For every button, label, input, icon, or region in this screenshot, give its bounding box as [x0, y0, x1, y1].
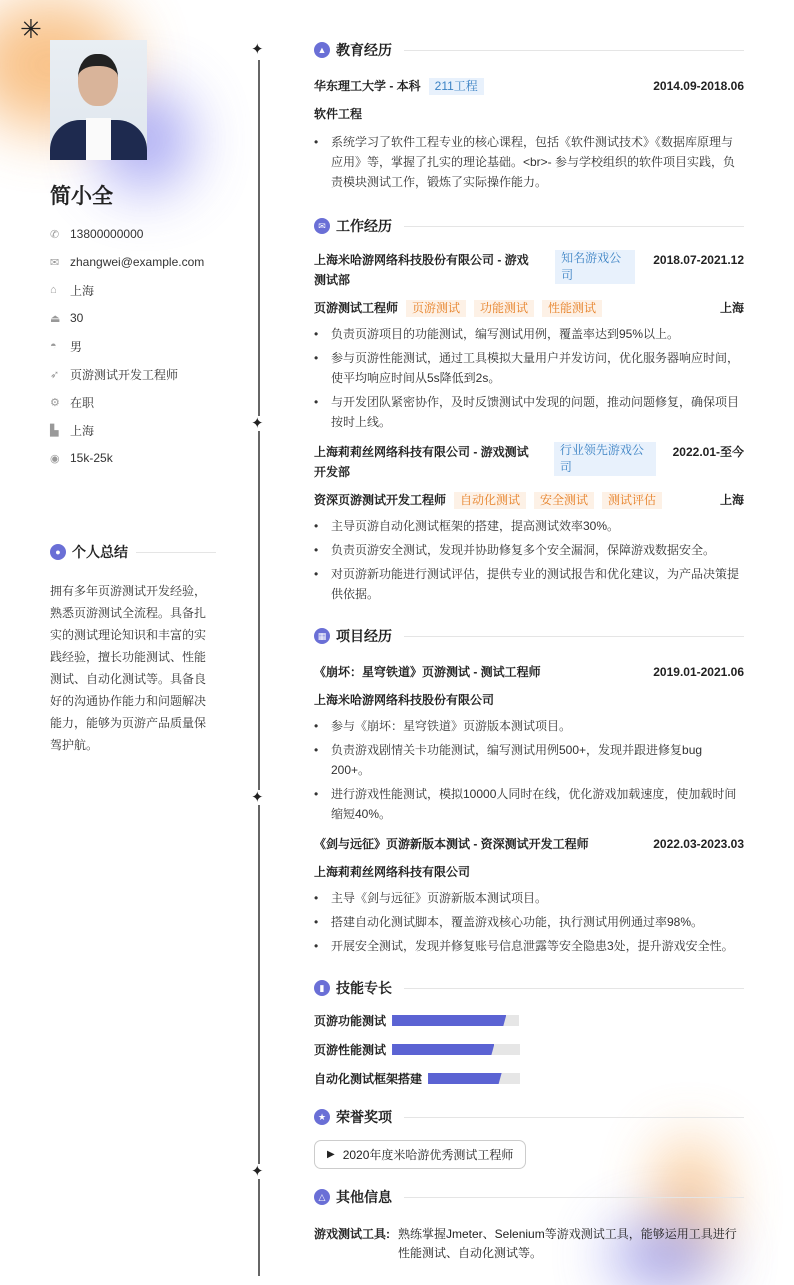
other-label: 游戏测试工具: — [314, 1227, 390, 1241]
main-content — [314, 40, 744, 1263]
education-header — [314, 40, 744, 60]
skill-tag: 功能测试 — [474, 300, 534, 317]
section-title: 荣誉奖项 — [336, 1109, 392, 1125]
section-title: 教育经历 — [336, 42, 392, 58]
company-tag: 知名游戏公司 — [555, 250, 635, 284]
contact-info — [50, 220, 204, 472]
school-name: 华东理工大学 - 本科 — [314, 79, 421, 93]
info-home — [50, 276, 204, 304]
info-text: 13800000000 — [70, 227, 144, 241]
date: 2018.07-2021.12 — [653, 253, 744, 267]
home-icon: ⌂ — [50, 284, 57, 296]
skill-item — [314, 1012, 535, 1029]
bullet: • 对页游新功能进行测试评估，提供专业的测试报告和优化建议，为产品决策提供依据。 — [314, 564, 744, 604]
skills-list — [314, 1012, 744, 1087]
section-title: 项目经历 — [336, 628, 392, 644]
summary-text: 拥有多年页游测试开发经验，熟悉页游测试全流程。具备扎实的测试理论知识和丰富的实践经验，擅长功能测试、性能测试、自动化测试等。具备良好的沟通协作能力和问题解决能力，能够为页游产品质量保驾护航。 — [50, 584, 207, 752]
compass-icon: △ — [314, 1189, 330, 1205]
info-text: 15k-25k — [70, 451, 113, 465]
bullet: • 主导页游自动化测试框架的搭建，提高测试效率30%。 — [314, 516, 744, 536]
section-title: 技能专长 — [336, 980, 392, 996]
award-text: 2020年度米哈游优秀测试工程师 — [342, 1148, 514, 1162]
project-company: 上海莉莉丝网络科技有限公司 — [314, 865, 471, 879]
info-phone — [50, 220, 204, 248]
mail-icon: ✉ — [314, 218, 330, 234]
skill-bar — [392, 1044, 520, 1055]
company: 上海莉莉丝网络科技有限公司 - 游戏测试开发部 — [314, 445, 529, 479]
bullet: • 参与页游性能测试，通过工具模拟大量用户并发访问，优化服务器响应时间，使平均响应时间从5s降低到2s。 — [314, 348, 744, 388]
section-title: 工作经历 — [336, 218, 392, 234]
timeline-line — [258, 60, 260, 1276]
avatar — [50, 40, 147, 160]
skill-name: 自动化测试框架搭建 — [314, 1072, 423, 1086]
skill-bar — [428, 1073, 520, 1084]
date: 2014.09-2018.06 — [653, 79, 744, 93]
other-info-row — [314, 1225, 744, 1263]
award-item[interactable] — [314, 1140, 526, 1169]
info-city — [50, 416, 204, 444]
skill-tag: 性能测试 — [542, 300, 602, 317]
project-company: 上海米哈游网络科技股份有限公司 — [314, 693, 495, 707]
info-email — [50, 248, 204, 276]
status-icon: ⚙ — [50, 396, 60, 409]
play-icon: ▶ — [327, 1149, 335, 1160]
info-status — [50, 388, 204, 416]
skill-tag: 安全测试 — [534, 492, 594, 509]
work-header — [314, 216, 744, 236]
city: 上海 — [719, 493, 744, 507]
company: 上海米哈游网络科技股份有限公司 - 游戏测试部 — [314, 253, 529, 287]
salary-icon: ◉ — [50, 452, 60, 465]
info-text: 30 — [70, 311, 84, 325]
bullet: • 负责页游安全测试，发现并协助修复多个安全漏洞，保障游戏数据安全。 — [314, 540, 744, 560]
asterisk-icon: ✳ — [20, 14, 42, 44]
grid-icon: ▦ — [314, 628, 330, 644]
bullet: • 负责游戏剧情关卡功能测试，编写测试用例500+，发现并跟进修复bug 200+。 — [314, 740, 744, 780]
info-text: 在职 — [70, 395, 95, 410]
summary-section — [50, 542, 216, 756]
sparkle-icon: ✦ — [251, 415, 264, 432]
skill-name: 页游功能测试 — [314, 1014, 387, 1028]
awards-header — [314, 1107, 744, 1127]
skill-item — [314, 1070, 535, 1087]
cake-icon: ⏏ — [50, 312, 61, 325]
project-name: 《剑与远征》页游新版本测试 - 资深测试开发工程师 — [314, 837, 589, 851]
mail-icon: ✉ — [50, 256, 60, 269]
projects-header — [314, 626, 744, 646]
other-text: 熟练掌握Jmeter、Selenium等游戏测试工具，能够运用工具进行性能测试、自动化测试等。 — [398, 1227, 737, 1260]
bar-chart-icon: ▮ — [314, 980, 330, 996]
sparkle-icon: ✦ — [251, 41, 264, 58]
info-text: 页游测试开发工程师 — [70, 367, 179, 382]
info-age — [50, 304, 204, 332]
bullet: • 与开发团队紧密协作，及时反馈测试中发现的问题，推动问题修复，确保项目按时上线。 — [314, 392, 744, 432]
info-text: 上海 — [70, 423, 95, 438]
bullet: • 搭建自动化测试脚本，覆盖游戏核心功能，执行测试用例通过率98%。 — [314, 912, 744, 932]
bullet: • 系统学习了软件工程专业的核心课程，包括《软件测试技术》《数据库原理与应用》等，掌握了扎实的理论基础。<br>- 参与学校组织的软件项目实践，负责模块测试工作，锻炼了实际操作能力。 — [314, 132, 744, 192]
skill-bar-fill — [428, 1073, 502, 1084]
bullet: • 参与《崩坏：星穹铁道》页游版本测试项目。 — [314, 716, 744, 736]
skills-header — [314, 978, 744, 998]
bullet: • 开展安全测试，发现并修复账号信息泄露等安全隐患3处，提升游戏安全性。 — [314, 936, 744, 956]
bullet: • 进行游戏性能测试，模拟10000人同时在线，优化游戏加载速度，使加载时间缩短40%。 — [314, 784, 744, 824]
sparkle-icon: ✦ — [251, 1163, 264, 1180]
award-icon: ★ — [314, 1109, 330, 1125]
skill-name: 页游性能测试 — [314, 1043, 387, 1057]
other-header — [314, 1187, 744, 1207]
city: 上海 — [719, 301, 744, 315]
info-text: zhangwei@example.com — [70, 255, 205, 269]
skill-tag: 自动化测试 — [454, 492, 526, 509]
bullet: • 主导《剑与远征》页游新版本测试项目。 — [314, 888, 744, 908]
bullet: • 负责页游项目的功能测试，编写测试用例，覆盖率达到95%以上。 — [314, 324, 744, 344]
info-text: 上海 — [70, 283, 95, 298]
skill-bar-fill — [392, 1015, 506, 1026]
skill-tag: 页游测试 — [406, 300, 466, 317]
info-position — [50, 360, 204, 388]
info-salary — [50, 444, 204, 472]
project-name: 《崩坏：星穹铁道》页游测试 - 测试工程师 — [314, 665, 541, 679]
phone-icon: ✆ — [50, 228, 60, 241]
section-title: 个人总结 — [72, 544, 128, 560]
skill-bar-fill — [392, 1044, 494, 1055]
date: 2022.01-至今 — [672, 445, 744, 459]
info-text: 男 — [70, 339, 83, 354]
role: 资深页游测试开发工程师 — [314, 493, 447, 507]
send-icon: ➶ — [50, 368, 60, 381]
school-tag: 211工程 — [429, 78, 484, 95]
sparkle-icon: ✦ — [251, 789, 264, 806]
date: 2019.01-2021.06 — [653, 665, 744, 679]
building-icon: ▙ — [50, 424, 59, 437]
user-icon: ● — [50, 544, 66, 560]
section-title: 其他信息 — [336, 1189, 392, 1205]
role: 页游测试工程师 — [314, 301, 399, 315]
date: 2022.03-2023.03 — [653, 837, 744, 851]
profile-name: 简小全 — [50, 185, 113, 208]
company-tag: 行业领先游戏公司 — [554, 442, 656, 476]
major: 软件工程 — [314, 107, 363, 121]
skill-bar — [392, 1015, 519, 1026]
gender-icon: ◓ — [50, 340, 57, 352]
skill-tag: 测试评估 — [602, 492, 662, 509]
skill-item — [314, 1041, 535, 1058]
graduation-cap-icon: ▲ — [314, 42, 330, 58]
info-gender — [50, 332, 204, 360]
